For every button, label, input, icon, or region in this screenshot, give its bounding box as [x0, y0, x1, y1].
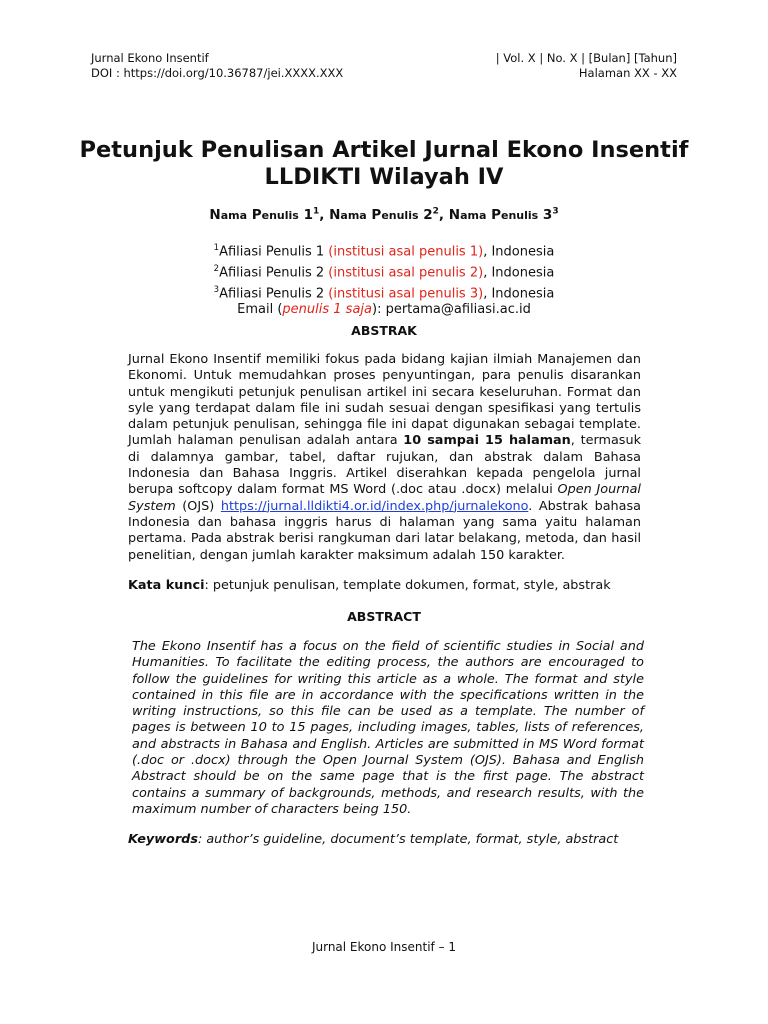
affiliation-1: $^1$Afiliasi Penulis 1 (institusi asal penulis 1), Indonesia	[213, 243, 555, 260]
abstract-heading: ABSTRACT	[347, 609, 421, 624]
abstract-body: The Ekono Insentif has a focus on the field of scientific studies in Social and Humanities. To facilitate the editing process, the authors are encouraged to follow the guidelines for writing this article as a whole. The format and style contained in this file are in accordance with the specifications written in the writing instructions, so this file can be used as a template. The number of pages is between 10 to 15 pages, including images, tables, lists of references, and abstracts in Bahasa and English. Articles are submitted in MS Word format (.doc or .docx) through the Open Journal System (OJS). Bahasa and English Abstract should be on the same page that is the first page. The abstract contains a summary of backgrounds, methods, and research results, with the maximum number of characters being 150.	[132, 639, 644, 817]
affiliations	[60, 240, 708, 319]
page-footer: Jurnal Ekono Insentif – 1	[311, 940, 457, 954]
affiliation-2: $^2$Afiliasi Penulis 2 (institusi asal penulis 2), Indonesia	[213, 263, 555, 281]
abstrak-heading: ABSTRAK	[351, 323, 417, 338]
author-2: Nama Penulis $2^2$,	[329, 206, 449, 223]
doi-text: DOI : https://doi.org/10.36787/jei.XXXX.XXX	[91, 66, 344, 80]
affiliation-3: $^3$Afiliasi Penulis 2 (institusi asal penulis 3), Indonesia	[213, 284, 555, 301]
volume-info: | Vol. X | No. X | [Bulan] [Tahun]	[495, 51, 677, 65]
title-line-2: LLDIKTI Wilayah IV	[264, 164, 504, 190]
email-line: Email (penulis 1 saja): pertama@afiliasi.ac.id	[237, 302, 531, 318]
page-range: Halaman XX - XX	[578, 66, 677, 80]
author-list	[60, 206, 708, 223]
title-line-1: Petunjuk Penulisan Artikel Jurnal Ekono Insentif	[79, 137, 689, 163]
abstrak-body: Jurnal Ekono Insentif memiliki fokus pada bidang kajian ilmiah Manajemen dan Ekonomi. Untuk memudahkan proses penyuntingan, para penulis disarankan untuk mengikuti petunjuk penulisan artikel ini secara keseluruhan. Format dan syle yang terdapat dalam file ini sudah sesuai dengan spesifikasi yang tertulis dalam petunjuk penulisan, sehingga file ini dapat digunakan sebagai template. Jumlah halaman penulisan adalah antara 10 sampai 15 halaman, termasuk di dalamnya gambar, tabel, daftar rujukan, dan abstrak dalam Bahasa Indonesia dan Bahasa Inggris. Artikel diserahkan kepada pengelola jurnal berupa softcopy dalam format MS Word (.doc atau .docx) melalui Open Journal System (OJS) https://jurnal.lldikti4.or.id/index.php/jurnalekono. Abstrak bahasa Indonesia dan bahasa inggris harus di halaman yang sama yaitu halaman pertama. Pada abstrak berisi rangkuman dari latar belakang, metoda, dan hasil penelitian, dengan jumlah karakter maksimum adalah 150 karakter.	[128, 352, 641, 563]
author-1: Nama Penulis $1^1$,	[209, 206, 330, 223]
journal-link[interactable]: https://jurnal.lldikti4.or.id/index.php/jurnalekono	[220, 498, 529, 514]
keywords-label: Keywords	[128, 832, 198, 847]
kata-kunci: Kata kunci: petunjuk penulisan, template dokumen, format, style, abstrak	[128, 578, 611, 593]
article-title	[60, 137, 708, 191]
kata-kunci-label: Kata kunci	[128, 578, 205, 593]
keywords: Keywords: author’s guideline, document’s template, format, style, abstract	[128, 832, 619, 847]
journal-name: Jurnal Ekono Insentif	[91, 51, 209, 65]
author-3: Nama Penulis $3^3$	[448, 206, 559, 223]
running-header	[91, 51, 677, 81]
